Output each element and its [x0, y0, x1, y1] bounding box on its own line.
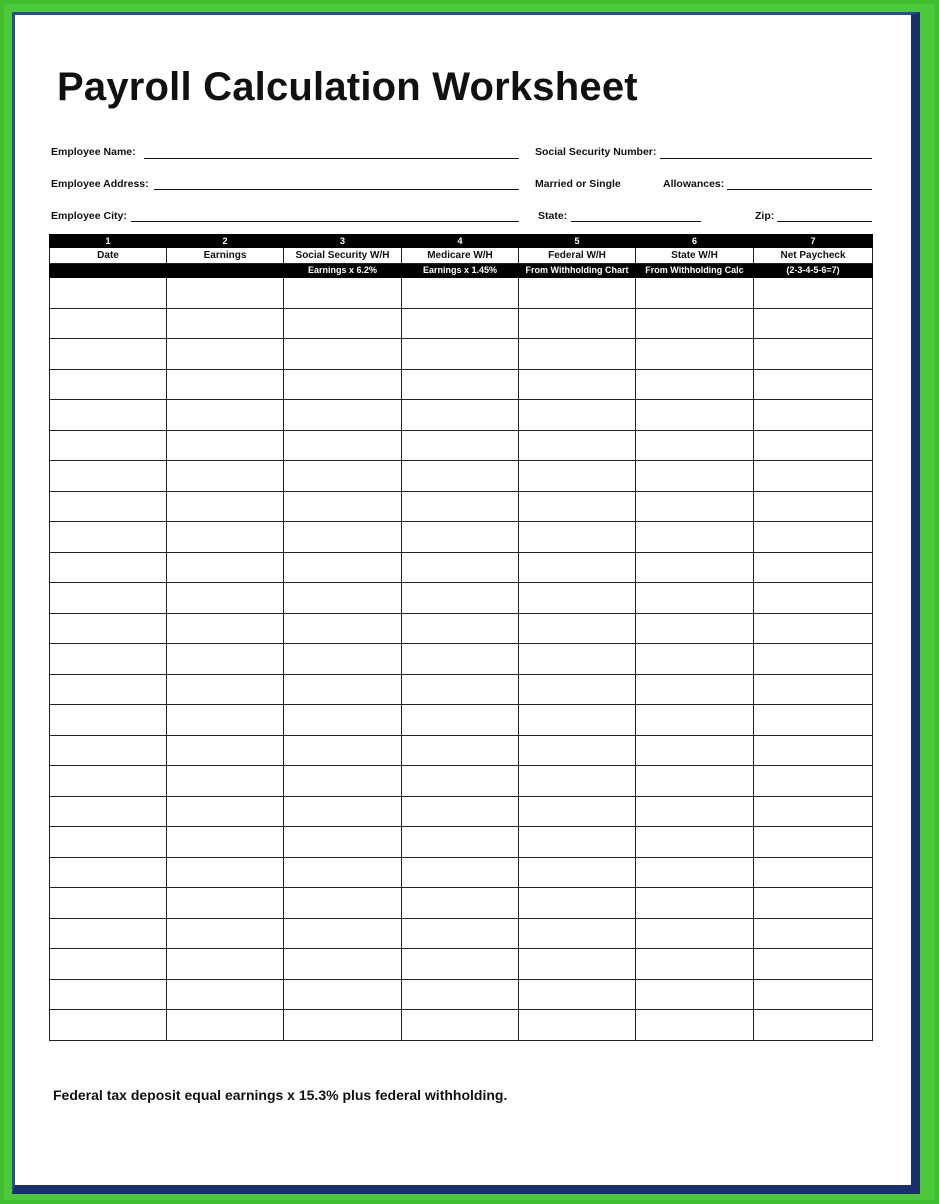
- entry-cell[interactable]: [167, 644, 284, 675]
- entry-cell[interactable]: [402, 613, 519, 644]
- entry-cell[interactable]: [754, 949, 873, 980]
- entry-cell[interactable]: [754, 369, 873, 400]
- table-row: [50, 949, 873, 980]
- entry-cell[interactable]: [402, 552, 519, 583]
- column-header-date: Date: [50, 248, 167, 264]
- entry-cell[interactable]: [284, 735, 402, 766]
- entry-cell[interactable]: [284, 430, 402, 461]
- entry-cell[interactable]: [167, 552, 284, 583]
- entry-cell[interactable]: [402, 308, 519, 339]
- entry-cell[interactable]: [754, 430, 873, 461]
- entry-cell[interactable]: [167, 949, 284, 980]
- entry-cell[interactable]: [519, 949, 636, 980]
- entry-cell[interactable]: [636, 613, 754, 644]
- entry-cell[interactable]: [519, 613, 636, 644]
- entry-cell[interactable]: [519, 888, 636, 919]
- entry-cell[interactable]: [50, 400, 167, 431]
- entry-cell[interactable]: [636, 979, 754, 1010]
- page-title: Payroll Calculation Worksheet: [57, 65, 638, 109]
- column-header-net-paycheck: Net Paycheck: [754, 248, 873, 264]
- worksheet-page: [12, 12, 920, 1194]
- entry-cell[interactable]: [519, 918, 636, 949]
- column-formula: Earnings x 1.45%: [402, 264, 519, 278]
- entry-cell[interactable]: [284, 644, 402, 675]
- entry-cell[interactable]: [284, 461, 402, 492]
- entry-cell[interactable]: [754, 857, 873, 888]
- entry-cell[interactable]: [50, 461, 167, 492]
- table-row: [50, 583, 873, 614]
- entry-cell[interactable]: [754, 735, 873, 766]
- entry-cell[interactable]: [636, 857, 754, 888]
- entry-cell[interactable]: [50, 583, 167, 614]
- entry-cell[interactable]: [284, 857, 402, 888]
- entry-cell[interactable]: [636, 552, 754, 583]
- entry-cell[interactable]: [519, 400, 636, 431]
- entry-cell[interactable]: [636, 735, 754, 766]
- entry-cell[interactable]: [284, 308, 402, 339]
- entry-cell[interactable]: [636, 796, 754, 827]
- entry-cell[interactable]: [402, 461, 519, 492]
- entry-cell[interactable]: [402, 491, 519, 522]
- entry-cell[interactable]: [519, 522, 636, 553]
- entry-cell[interactable]: [167, 674, 284, 705]
- entry-cell[interactable]: [754, 308, 873, 339]
- entry-cell[interactable]: [50, 949, 167, 980]
- entry-cell[interactable]: [402, 522, 519, 553]
- entry-cell[interactable]: [50, 644, 167, 675]
- entry-cell[interactable]: [50, 674, 167, 705]
- employee-city-field[interactable]: [131, 221, 519, 222]
- entry-cell[interactable]: [167, 308, 284, 339]
- entry-cell[interactable]: [636, 827, 754, 858]
- entry-cell[interactable]: [519, 705, 636, 736]
- zip-label: Zip:: [755, 210, 775, 222]
- entry-cell[interactable]: [50, 369, 167, 400]
- table-row: [50, 796, 873, 827]
- ssn-field[interactable]: [660, 158, 872, 159]
- entry-cell[interactable]: [284, 339, 402, 370]
- entry-cell[interactable]: [636, 308, 754, 339]
- entry-cell[interactable]: [402, 888, 519, 919]
- entry-cell[interactable]: [284, 796, 402, 827]
- column-header-row: [50, 248, 873, 264]
- entry-cell[interactable]: [754, 400, 873, 431]
- column-header-federal: Federal W/H: [519, 248, 636, 264]
- entry-cell[interactable]: [636, 949, 754, 980]
- entry-cell[interactable]: [519, 796, 636, 827]
- entry-cell[interactable]: [402, 705, 519, 736]
- entry-cell[interactable]: [402, 766, 519, 797]
- entry-cell[interactable]: [754, 888, 873, 919]
- entry-cell[interactable]: [519, 827, 636, 858]
- column-number: 3: [284, 235, 402, 248]
- table-row: [50, 613, 873, 644]
- entry-cell[interactable]: [284, 583, 402, 614]
- entry-cell[interactable]: [754, 339, 873, 370]
- entry-cell[interactable]: [284, 827, 402, 858]
- entry-cell[interactable]: [50, 796, 167, 827]
- entry-cell[interactable]: [284, 369, 402, 400]
- entry-cell[interactable]: [50, 339, 167, 370]
- entry-cell[interactable]: [402, 979, 519, 1010]
- column-formula: From Withholding Calc: [636, 264, 754, 278]
- entry-cell[interactable]: [50, 308, 167, 339]
- employee-city-label: Employee City:: [51, 210, 127, 222]
- table-row: [50, 918, 873, 949]
- entry-cell[interactable]: [754, 583, 873, 614]
- entry-cell[interactable]: [402, 400, 519, 431]
- table-row: [50, 644, 873, 675]
- column-header-medicare: Medicare W/H: [402, 248, 519, 264]
- entry-cell[interactable]: [167, 583, 284, 614]
- entry-cell[interactable]: [402, 369, 519, 400]
- payroll-table: [49, 234, 872, 1041]
- entry-cell[interactable]: [402, 918, 519, 949]
- entry-cell[interactable]: [50, 522, 167, 553]
- entry-cell[interactable]: [754, 796, 873, 827]
- entry-cell[interactable]: [754, 827, 873, 858]
- entry-cell[interactable]: [636, 766, 754, 797]
- entry-cell[interactable]: [167, 461, 284, 492]
- entry-cell[interactable]: [284, 522, 402, 553]
- table-row: [50, 430, 873, 461]
- entry-cell[interactable]: [167, 1010, 284, 1041]
- entry-cell[interactable]: [50, 979, 167, 1010]
- married-or-single-label: Married or Single: [535, 178, 621, 190]
- entry-cell[interactable]: [754, 766, 873, 797]
- entry-cell[interactable]: [402, 857, 519, 888]
- entry-cell[interactable]: [284, 949, 402, 980]
- table-row: [50, 461, 873, 492]
- entry-cell[interactable]: [519, 308, 636, 339]
- entry-cell[interactable]: [402, 674, 519, 705]
- entry-cell[interactable]: [519, 278, 636, 309]
- entry-cell[interactable]: [402, 949, 519, 980]
- column-header-earnings: Earnings: [167, 248, 284, 264]
- entry-cell[interactable]: [754, 918, 873, 949]
- entry-cell[interactable]: [636, 888, 754, 919]
- entry-cell[interactable]: [754, 1010, 873, 1041]
- entry-cell[interactable]: [284, 400, 402, 431]
- entry-cell[interactable]: [50, 278, 167, 309]
- entry-cell[interactable]: [167, 400, 284, 431]
- entry-cell[interactable]: [167, 491, 284, 522]
- entry-cell[interactable]: [402, 278, 519, 309]
- table-row: [50, 491, 873, 522]
- entry-cell[interactable]: [167, 705, 284, 736]
- entry-cell[interactable]: [402, 430, 519, 461]
- entry-cell[interactable]: [402, 644, 519, 675]
- column-number: 6: [636, 235, 754, 248]
- column-number: 5: [519, 235, 636, 248]
- entry-cell[interactable]: [167, 278, 284, 309]
- entry-cell[interactable]: [754, 979, 873, 1010]
- entry-cell[interactable]: [167, 827, 284, 858]
- entry-cell[interactable]: [636, 491, 754, 522]
- entry-cell[interactable]: [636, 278, 754, 309]
- column-formula: [167, 264, 284, 278]
- column-formula: From Withholding Chart: [519, 264, 636, 278]
- entry-cell[interactable]: [636, 400, 754, 431]
- entry-cell[interactable]: [402, 735, 519, 766]
- column-number: 2: [167, 235, 284, 248]
- entry-cell[interactable]: [284, 766, 402, 797]
- table-row: [50, 674, 873, 705]
- entry-cell[interactable]: [754, 522, 873, 553]
- entry-cell[interactable]: [519, 369, 636, 400]
- table-row: [50, 735, 873, 766]
- table-row: [50, 400, 873, 431]
- entry-cell[interactable]: [636, 369, 754, 400]
- entry-cell[interactable]: [50, 888, 167, 919]
- table-row: [50, 857, 873, 888]
- column-header-state: State W/H: [636, 248, 754, 264]
- entry-cell[interactable]: [50, 613, 167, 644]
- entry-cell[interactable]: [50, 857, 167, 888]
- column-formula: (2-3-4-5-6=7): [754, 264, 873, 278]
- entry-cell[interactable]: [50, 827, 167, 858]
- entry-cell[interactable]: [167, 796, 284, 827]
- state-field[interactable]: [571, 221, 701, 222]
- entry-cell[interactable]: [519, 491, 636, 522]
- entry-cell[interactable]: [636, 339, 754, 370]
- column-number-row: [50, 235, 873, 248]
- entry-cell[interactable]: [519, 766, 636, 797]
- entry-cell[interactable]: [167, 369, 284, 400]
- table-row: [50, 552, 873, 583]
- column-header-social-security: Social Security W/H: [284, 248, 402, 264]
- entry-cell[interactable]: [284, 552, 402, 583]
- table-row: [50, 522, 873, 553]
- entry-cell[interactable]: [519, 339, 636, 370]
- entry-cell[interactable]: [636, 705, 754, 736]
- entry-cell[interactable]: [402, 827, 519, 858]
- entry-cell[interactable]: [50, 766, 167, 797]
- allowances-field[interactable]: [727, 189, 872, 190]
- entry-cell[interactable]: [167, 979, 284, 1010]
- entry-cell[interactable]: [50, 430, 167, 461]
- entry-cell[interactable]: [636, 918, 754, 949]
- entry-cell[interactable]: [519, 583, 636, 614]
- entry-cell[interactable]: [284, 491, 402, 522]
- entry-cell[interactable]: [50, 1010, 167, 1041]
- entry-cell[interactable]: [167, 888, 284, 919]
- ssn-label: Social Security Number:: [535, 146, 657, 158]
- entry-cell[interactable]: [754, 491, 873, 522]
- entry-cell[interactable]: [754, 705, 873, 736]
- table-row: [50, 1010, 873, 1041]
- column-number: 1: [50, 235, 167, 248]
- entry-cell[interactable]: [167, 766, 284, 797]
- entry-cell[interactable]: [284, 918, 402, 949]
- entry-cell[interactable]: [636, 1010, 754, 1041]
- entry-cell[interactable]: [754, 674, 873, 705]
- entry-cell[interactable]: [754, 613, 873, 644]
- footnote: Federal tax deposit equal earnings x 15.3% plus federal withholding.: [53, 1087, 508, 1103]
- entry-cell[interactable]: [754, 461, 873, 492]
- table-row: [50, 339, 873, 370]
- entry-cell[interactable]: [636, 430, 754, 461]
- entry-cell[interactable]: [167, 613, 284, 644]
- entry-cell[interactable]: [519, 674, 636, 705]
- table-row: [50, 308, 873, 339]
- column-formula: Earnings x 6.2%: [284, 264, 402, 278]
- entry-cell[interactable]: [50, 491, 167, 522]
- entry-cell[interactable]: [167, 339, 284, 370]
- entry-cell[interactable]: [636, 644, 754, 675]
- page-frame: [4, 4, 935, 1200]
- column-formula-row: [50, 264, 873, 278]
- column-number: 4: [402, 235, 519, 248]
- entry-cell[interactable]: [284, 979, 402, 1010]
- employee-address-field[interactable]: [154, 189, 519, 190]
- entry-cell[interactable]: [519, 644, 636, 675]
- state-label: State:: [538, 210, 568, 222]
- table-row: [50, 369, 873, 400]
- table-row: [50, 766, 873, 797]
- entry-cell[interactable]: [754, 278, 873, 309]
- entry-cell[interactable]: [284, 888, 402, 919]
- entry-cell[interactable]: [754, 552, 873, 583]
- entry-cell[interactable]: [519, 461, 636, 492]
- entry-cell[interactable]: [402, 339, 519, 370]
- entry-cell[interactable]: [402, 1010, 519, 1041]
- table-row: [50, 705, 873, 736]
- entry-cell[interactable]: [50, 705, 167, 736]
- entry-cell[interactable]: [519, 979, 636, 1010]
- table-row: [50, 979, 873, 1010]
- entry-cell[interactable]: [284, 613, 402, 644]
- allowances-label: Allowances:: [663, 178, 725, 190]
- entry-cell[interactable]: [636, 583, 754, 614]
- entry-cell[interactable]: [636, 674, 754, 705]
- entry-cell[interactable]: [50, 918, 167, 949]
- entry-cell[interactable]: [284, 674, 402, 705]
- column-formula: [50, 264, 167, 278]
- entry-cell[interactable]: [636, 522, 754, 553]
- entry-cell[interactable]: [284, 1010, 402, 1041]
- table-row: [50, 888, 873, 919]
- entry-cell[interactable]: [519, 857, 636, 888]
- zip-field[interactable]: [777, 221, 872, 222]
- employee-name-label: Employee Name:: [51, 146, 136, 158]
- table-row: [50, 827, 873, 858]
- entry-cell[interactable]: [284, 278, 402, 309]
- entry-cell[interactable]: [284, 705, 402, 736]
- entry-cell[interactable]: [50, 552, 167, 583]
- entry-cell[interactable]: [519, 1010, 636, 1041]
- entry-cell[interactable]: [402, 583, 519, 614]
- entry-cell[interactable]: [519, 552, 636, 583]
- employee-address-label: Employee Address:: [51, 178, 149, 190]
- entry-cell[interactable]: [167, 430, 284, 461]
- entry-cell[interactable]: [167, 857, 284, 888]
- entry-cell[interactable]: [50, 735, 167, 766]
- entry-cell[interactable]: [519, 735, 636, 766]
- entry-cell[interactable]: [167, 918, 284, 949]
- entry-cell[interactable]: [167, 735, 284, 766]
- employee-name-field[interactable]: [144, 158, 519, 159]
- entry-cell[interactable]: [519, 430, 636, 461]
- table-row: [50, 278, 873, 309]
- entry-cell[interactable]: [167, 522, 284, 553]
- entry-cell[interactable]: [636, 461, 754, 492]
- entry-cell[interactable]: [402, 796, 519, 827]
- column-number: 7: [754, 235, 873, 248]
- entry-cell[interactable]: [754, 644, 873, 675]
